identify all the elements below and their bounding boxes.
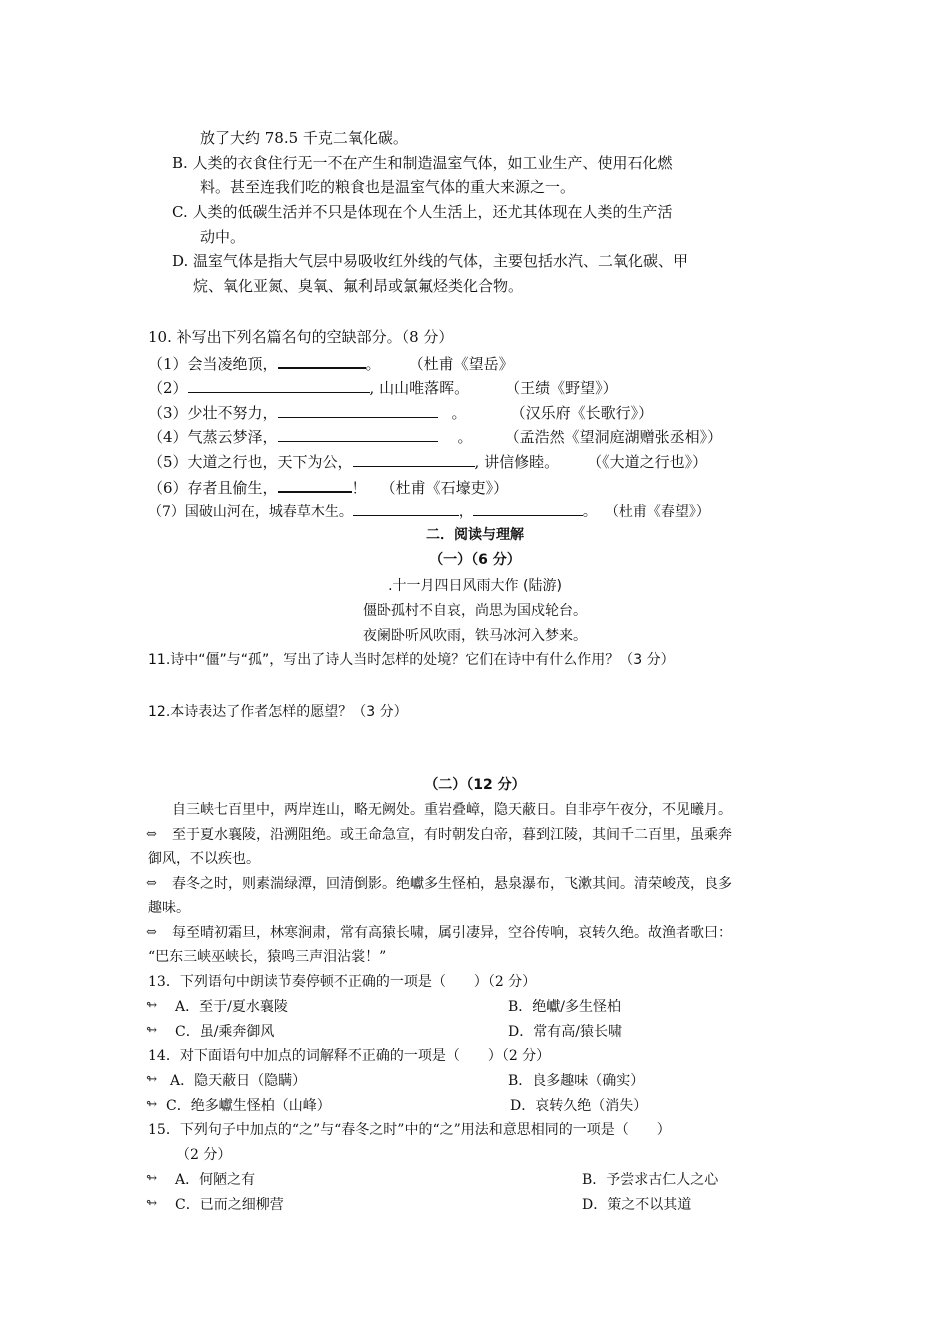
list-bullet-icon: ↬ <box>146 998 157 1013</box>
passage-para-3-line2: 趣味。 <box>148 900 190 916</box>
q10-item-7-suffix: 。 <box>582 504 597 520</box>
option-b-line1: B. 人类的衣食住行无一不在产生和制造温室气体，如工业生产、使用石化燃 <box>172 154 673 172</box>
option-d-line2: 烷、氧化亚氮、臭氧、氟利昂或氯氟烃类化合物。 <box>193 277 524 295</box>
q14-option-a[interactable]: A．隐天蔽日（隐瞒） <box>170 1073 307 1089</box>
q10-item-5-source: （《大道之行也》） <box>587 453 708 471</box>
option-c-line2: 动中。 <box>200 228 246 246</box>
option-a-continued: 放了大约 78.5 千克二氧化碳。 <box>200 129 408 147</box>
part2-title: （二）（12 分） <box>424 777 526 793</box>
q10-item-1 <box>148 352 514 374</box>
answer-blank[interactable] <box>278 476 352 493</box>
q10-item-6 <box>148 476 508 498</box>
option-b-line2: 料。甚至连我们吃的粮食也是温室气体的重大来源之一。 <box>200 178 576 196</box>
passage-para-2-line2: 御风，不以疾也。 <box>148 851 260 867</box>
passage-para-4-line2: “巴东三峡巫峡长，猿鸣三声泪沾裳！” <box>148 949 387 965</box>
q10-item-2 <box>148 377 618 398</box>
passage-para-2-line1: 至于夏水襄陵，沿溯阻绝。或王命急宣，有时朝发白帝，暮到江陵，其间千二百里，虽乘奔 <box>172 827 732 843</box>
q10-item-7-prefix: （7）国破山河在，城春草木生。 <box>148 504 353 520</box>
passage-para-3-line1: 春冬之时，则素湍绿潭，回清倒影。绝巘多生怪柏，悬泉瀑布，飞漱其间。清荣峻茂，良多 <box>172 876 732 892</box>
q10-item-6-suffix: ！ <box>351 479 367 497</box>
q10-item-2-source: （王绩《野望》） <box>505 379 618 397</box>
q13-option-d[interactable]: D．常有高/猿长啸 <box>508 1024 622 1040</box>
q10-item-6-source: （杜甫《石壕吏》） <box>380 479 509 497</box>
part1-title: （一）（6 分） <box>429 552 521 568</box>
answer-blank[interactable] <box>353 451 475 467</box>
q13-option-b[interactable]: B．绝巘/多生怪柏 <box>508 999 622 1015</box>
q15-option-a[interactable]: A．何陋之有 <box>175 1172 256 1188</box>
q10-item-5-suffix: , 讲信修睦。 <box>474 453 560 471</box>
paragraph-mark-icon: ⇔ <box>146 876 157 891</box>
answer-blank[interactable] <box>473 500 583 516</box>
q10-item-1-prefix: （1）会当凌绝顶， <box>148 355 278 373</box>
q13-option-a[interactable]: A．至于/夏水襄陵 <box>175 999 288 1015</box>
q13-option-c[interactable]: C．虽/乘奔御风 <box>175 1024 275 1040</box>
answer-blank[interactable] <box>278 402 438 418</box>
q10-item-1-source: （杜甫《望岳》 <box>408 355 514 373</box>
answer-blank[interactable] <box>278 426 438 442</box>
passage-para-4-line1: 每至晴初霜旦，林寒涧肃，常有高猿长啸，属引凄异，空谷传响，哀转久绝。故渔者歌曰： <box>172 925 732 941</box>
q15-option-c[interactable]: C．已而之细柳营 <box>175 1197 284 1213</box>
q14-option-b[interactable]: B．良多趣味（确实） <box>508 1073 645 1089</box>
paragraph-mark-icon: ⇔ <box>146 925 157 940</box>
q10-item-2-prefix: （2） <box>148 379 188 397</box>
option-d-line1: D. 温室气体是指大气层中易吸收红外线的气体，主要包括水汽、二氧化碳、甲 <box>172 252 689 270</box>
q10-item-4 <box>148 426 722 447</box>
q14-option-d[interactable]: D．哀转久绝（消失） <box>510 1098 648 1114</box>
question-15-line1: 15．下列句子中加点的“之”与“春冬之时”中的“之”用法和意思相同的一项是（ ） <box>148 1122 671 1138</box>
list-bullet-icon: ↬ <box>146 1097 157 1112</box>
q10-item-4-prefix: （4）气蒸云梦泽， <box>148 428 278 446</box>
q10-item-5 <box>148 451 707 472</box>
q14-option-c[interactable]: C．绝多巘生怪柏（山峰） <box>166 1098 331 1114</box>
section-title: 二．阅读与理解 <box>426 527 524 543</box>
q10-item-3 <box>148 402 653 423</box>
poem-line-1: 僵卧孤村不自哀，尚思为国戍轮台。 <box>363 603 587 619</box>
q10-item-7-middle: ， <box>458 504 473 520</box>
q10-item-5-prefix: （5）大道之行也，天下为公， <box>148 453 353 471</box>
q10-item-6-prefix: （6）存者且偷生， <box>148 479 278 497</box>
list-bullet-icon: ↬ <box>146 1196 157 1211</box>
q10-item-3-prefix: （3）少壮不努力， <box>148 404 278 422</box>
paragraph-mark-icon: ⇔ <box>146 827 157 842</box>
question-12: 12.本诗表达了作者怎样的愿望？（3 分） <box>148 704 408 720</box>
option-c-line1: C. 人类的低碳生活并不只是体现在个人生活上，还尤其体现在人类的生产活 <box>172 203 673 221</box>
q10-item-3-suffix: 。 <box>451 404 467 422</box>
q10-item-4-source: （孟浩然《望洞庭湖赠张丞相》） <box>504 428 723 446</box>
q15-option-d[interactable]: D．策之不以其道 <box>582 1197 692 1213</box>
q10-item-7-source: （杜甫《春望》） <box>604 504 710 520</box>
q10-item-4-suffix: 。 <box>457 428 473 446</box>
answer-blank[interactable] <box>188 377 370 393</box>
q10-item-2-suffix: , 山山唯落晖。 <box>369 379 470 397</box>
answer-blank[interactable] <box>353 500 459 516</box>
question-11: 11.诗中“僵”与“孤”，写出了诗人当时怎样的处境？它们在诗中有什么作用？（3 分） <box>148 652 675 668</box>
passage-para-1: 自三峡七百里中，两岸连山，略无阙处。重岩叠嶂，隐天蔽日。自非亭午夜分，不见曦月。 <box>172 802 732 818</box>
q10-item-3-source: （汉乐府《长歌行》） <box>510 404 654 422</box>
list-bullet-icon: ↬ <box>146 1072 157 1087</box>
question-15-line2: （2 分） <box>176 1147 232 1163</box>
question-14: 14．对下面语句中加点的词解释不正确的一项是（ ）（2 分） <box>148 1048 551 1064</box>
poem-line-2: 夜阑卧听风吹雨，铁马冰河入梦来。 <box>363 628 587 644</box>
question-13: 13．下列语句中朗读节奏停顿不正确的一项是（ ）（2 分） <box>148 974 537 990</box>
q10-item-1-suffix: 。 <box>365 355 381 373</box>
list-bullet-icon: ↬ <box>146 1023 157 1038</box>
q15-option-b[interactable]: B．予尝求古仁人之心 <box>582 1172 719 1188</box>
answer-blank[interactable] <box>278 352 366 369</box>
q10-item-7 <box>148 500 710 522</box>
poem-title: .十一月四日风雨大作 (陆游) <box>388 578 562 594</box>
list-bullet-icon: ↬ <box>146 1171 157 1186</box>
q10-title: 10. 补写出下列名篇名句的空缺部分。（8 分） <box>148 328 454 346</box>
